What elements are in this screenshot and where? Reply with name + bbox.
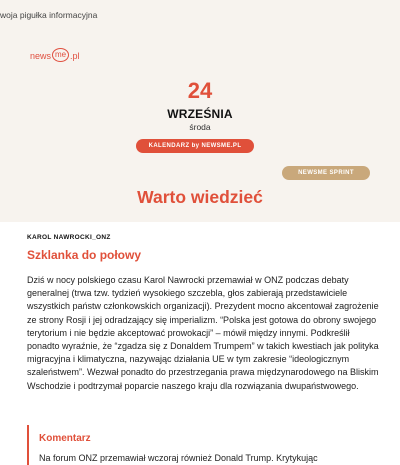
article-author: KAROL NAWROCKI_ONZ (27, 234, 111, 241)
date-month: WRZEŚNIA (167, 107, 233, 121)
section-headline: Warto wiedzieć (137, 187, 263, 207)
preheader-text: woja pigułka informacyjna (0, 10, 98, 20)
logo-me: me (52, 48, 69, 62)
date-day: 24 (187, 78, 213, 103)
article-card (0, 222, 400, 465)
sprint-button[interactable]: NEWSME SPRINT (282, 166, 370, 180)
article-title: Szklanka do połowy (27, 248, 142, 262)
date-weekday: środa (189, 122, 211, 132)
logo-news: news (30, 51, 52, 61)
comment-title: Komentarz (39, 433, 91, 444)
logo-pl: .pl (70, 51, 80, 61)
comment-box (27, 425, 377, 465)
article-body: Dziś w nocy polskiego czasu Karol Nawrocki przemawiał w ONZ podczas debaty generalnej (trwa tzw. tydzień wysokiego szczebla, głos zabierają przedstawiciele wszystkich państw członkowskich organizacji). Prezydent mocno akcentował zagrożenie ze strony Rosji i jej odradzający się imperializm. “Polska jest gotowa do obrony swojego terytorium i nie będzie akceptować prowokacji” – mówił między innymi. Podkreślił ponadto wyraźnie, że “zgadza się z Donaldem Trumpem” w takich kwestiach jak polityka migracyjna i klimatyczna, nazywając działania UE w tym zakresie “ideologicznym szaleństwem”. Wezwał ponadto do przestrzegania prawa międzynarodowego na Bliskim Wschodzie i podtrzymał poparcie naszego kraju dla rozwiązania dwupaństwowego. (27, 275, 379, 391)
newsme-logo[interactable] (30, 46, 90, 64)
calendar-button[interactable]: KALENDARZ by NEWSME.PL (136, 139, 254, 153)
comment-text: Na forum ONZ przemawiał wczoraj również Donald Trump. Krytykując (39, 453, 318, 463)
